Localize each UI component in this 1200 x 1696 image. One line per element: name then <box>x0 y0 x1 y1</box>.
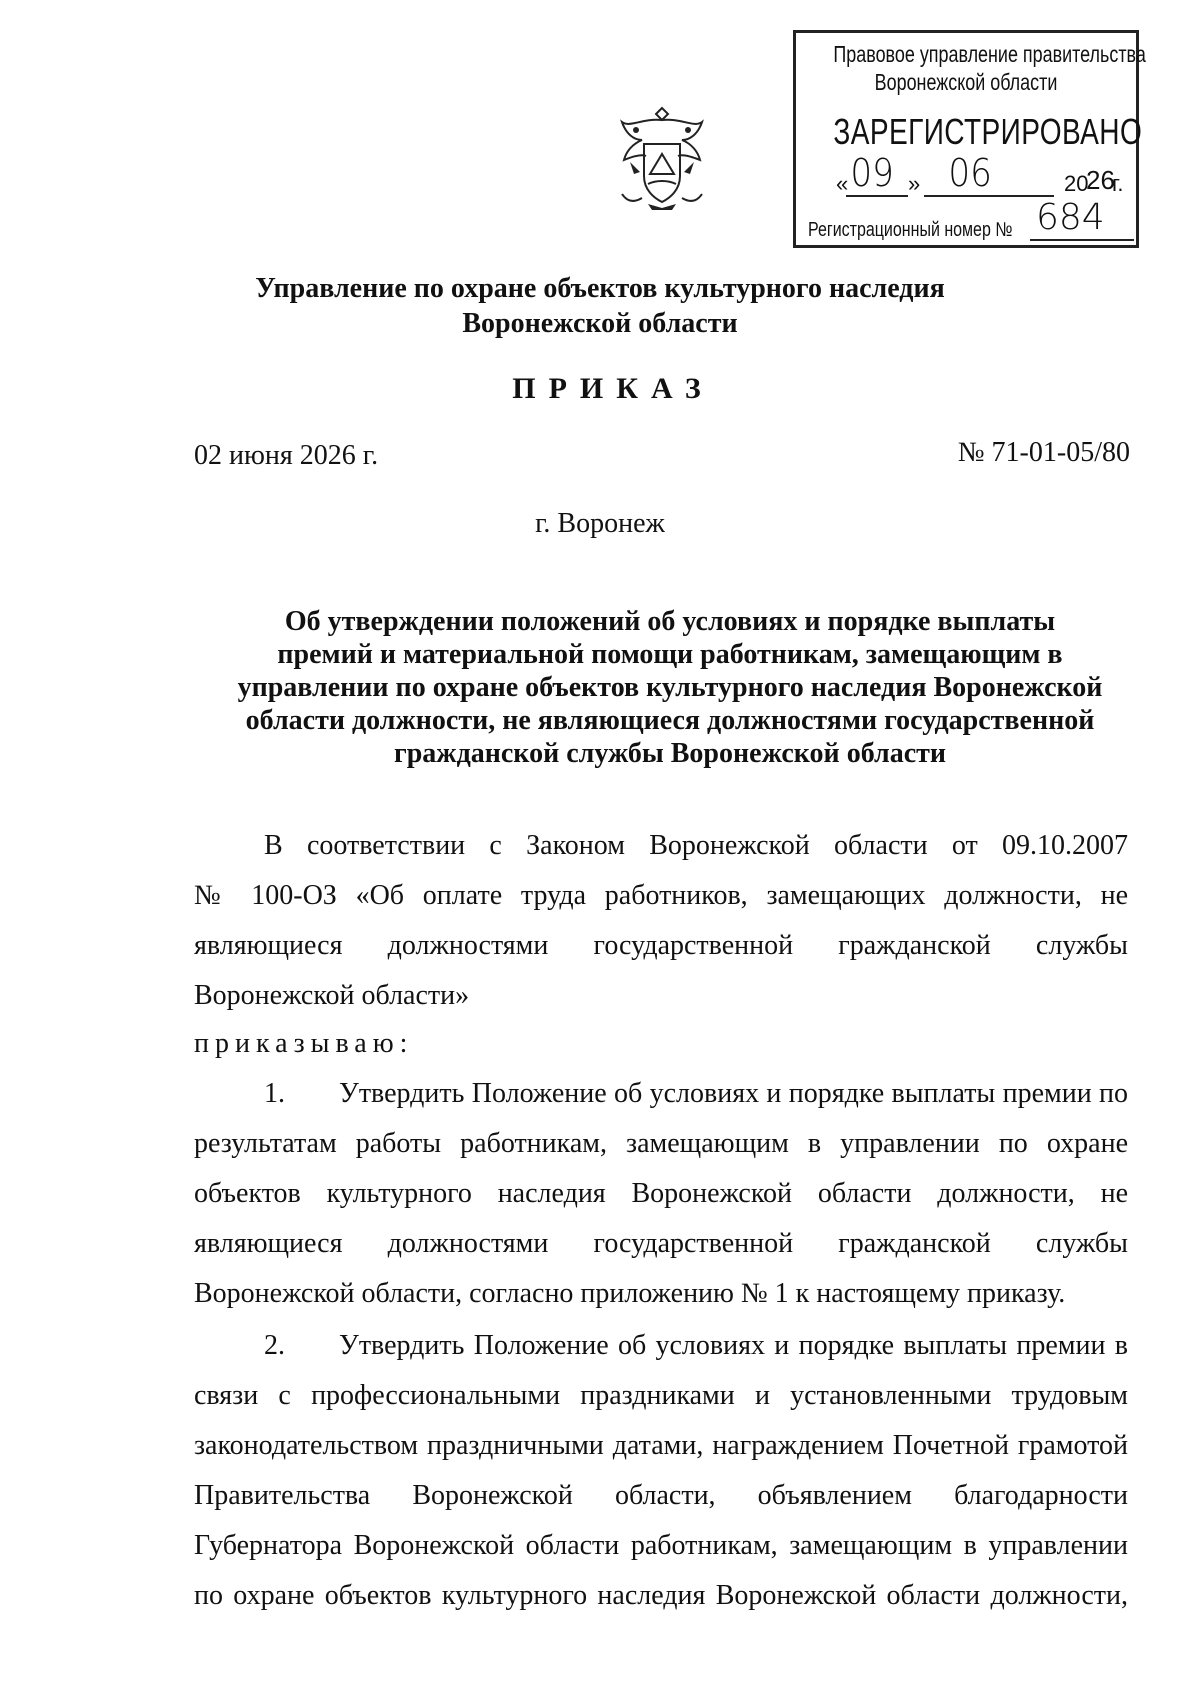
order-subject <box>210 605 1130 770</box>
stamp-registered: ЗАРЕГИСТРИРОВАНО <box>833 111 1143 152</box>
stamp-reg-label: Регистрационный номер № <box>808 219 1013 241</box>
subject-line: управлении по охране объектов культурного наследия Воронежской <box>237 672 1103 703</box>
item1-line: Утвердить Положение об условиях и порядке выплаты премии по <box>339 1078 1128 1109</box>
subject-line: гражданской службы Воронежской области <box>393 738 947 769</box>
item1-line: объектов культурного наследия Воронежской области должности, не <box>194 1178 1128 1209</box>
coat-of-arms-icon <box>612 100 712 212</box>
stamp-reg-number: 684 <box>1036 197 1105 238</box>
item1-line: Воронежской области, согласно приложению № 1 к настоящему приказу. <box>194 1278 1066 1309</box>
preamble-line: являющиеся должностями государственной гражданской службы <box>194 930 1128 961</box>
organization-name-line1: Управление по охране объектов культурного наследия <box>255 273 945 304</box>
stamp-date <box>824 151 1124 201</box>
item2-line: Губернатора Воронежской области работникам, замещающим в управлении <box>194 1530 1128 1561</box>
organization-name-line2: Воронежской области <box>462 308 738 339</box>
stamp-year-suffix: 26 <box>1086 165 1115 195</box>
stamp-year-abbr: г. <box>1112 171 1124 196</box>
item2-line: Утвердить Положение об условиях и порядке выплаты премии в <box>339 1330 1128 1361</box>
item2-line: связи с профессиональными праздниками и установленными трудовым <box>194 1380 1128 1411</box>
item2-line: по охране объектов культурного наследия Воронежской области должности, <box>194 1580 1128 1611</box>
subject-line: Об утверждении положений об условиях и порядке выплаты <box>284 606 1056 637</box>
preamble-line: В соответствии с Законом Воронежской области от 09.10.2007 <box>264 830 1128 861</box>
city: г. Воронеж <box>535 508 665 539</box>
preamble-line: № 100-ОЗ «Об оплате труда работников, замещающих должности, не <box>194 880 1128 911</box>
item1-number: 1. <box>264 1078 285 1109</box>
stamp-month: 06 <box>948 151 992 195</box>
item2-number: 2. <box>264 1330 285 1361</box>
document-type: ПРИКАЗ <box>512 372 714 405</box>
stamp-day: 09 <box>850 151 894 195</box>
item2-line: законодательством праздничными датами, награждением Почетной грамотой <box>194 1430 1128 1461</box>
order-word: приказываю: <box>194 1028 414 1059</box>
item1-line: результатам работы работникам, замещающим в управлении по охране <box>194 1128 1128 1159</box>
stamp-quote-close: » <box>908 171 921 196</box>
stamp-org-line1: Правовое управление правительства <box>833 41 1146 67</box>
stamp-quote-open: « <box>836 171 849 196</box>
item1-line: являющиеся должностями государственной гражданской службы <box>194 1228 1128 1259</box>
item2-line: Правительства Воронежской области, объявлением благодарности <box>194 1480 1128 1511</box>
order-number: № 71-01-05/80 <box>957 437 1130 468</box>
preamble-line: Воронежской области» <box>194 980 470 1011</box>
stamp-reg-number-row <box>808 197 1138 245</box>
subject-line: области должности, не являющиеся должностями государственной <box>245 705 1095 736</box>
stamp-year-prefix: 20 <box>1064 171 1089 196</box>
stamp-org-line2: Воронежской области <box>874 69 1058 95</box>
subject-line: премий и материальной помощи работникам, замещающим в <box>277 639 1063 670</box>
order-date: 02 июня 2026 г. <box>194 440 379 471</box>
registration-stamp <box>793 30 1146 248</box>
